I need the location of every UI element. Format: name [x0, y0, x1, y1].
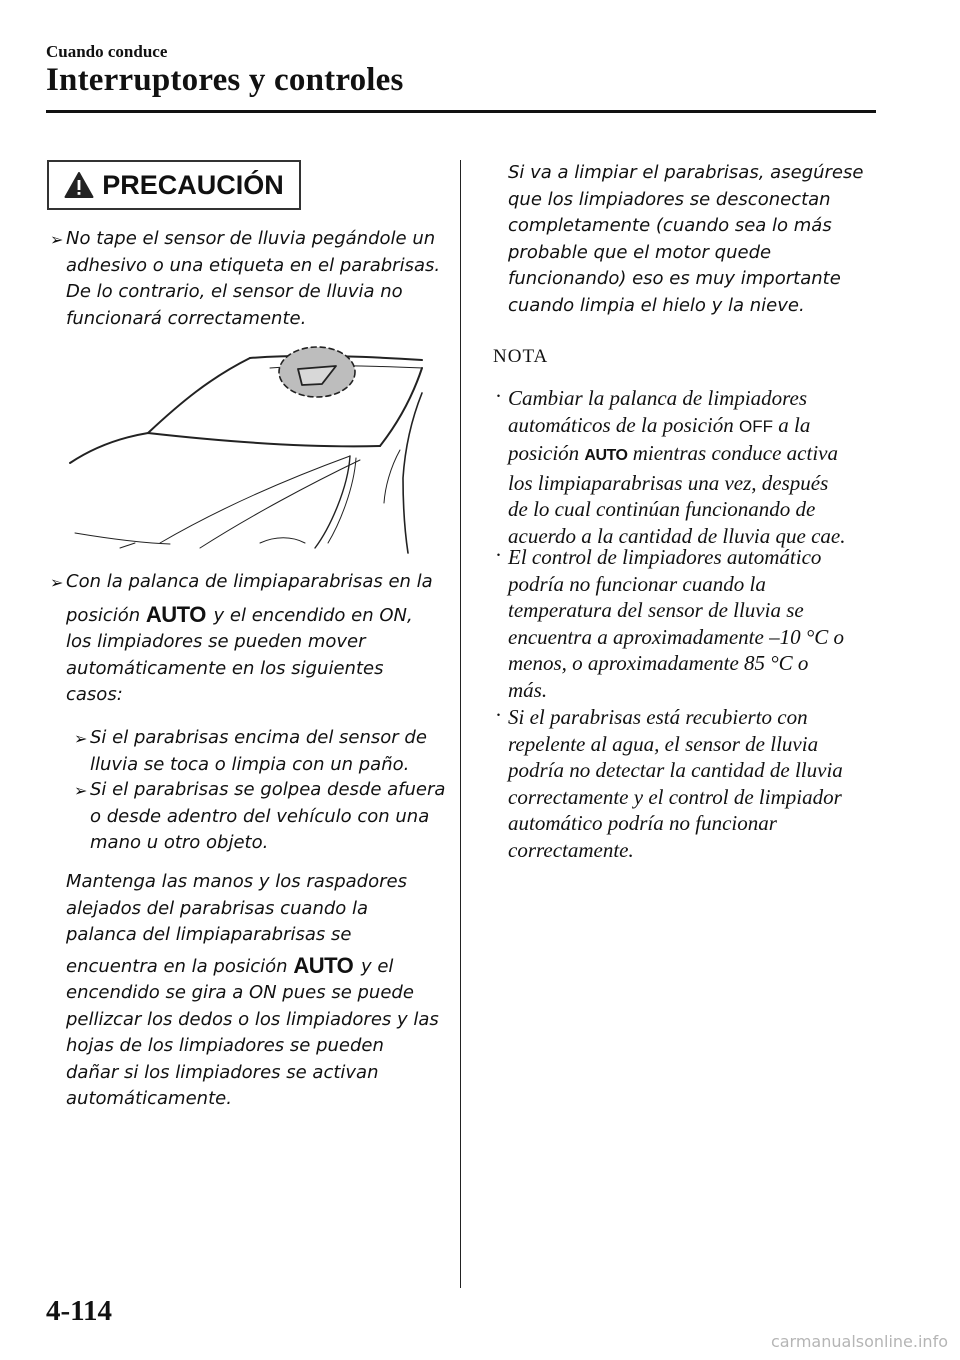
- text-line: correctamente y el control de limpiador: [508, 784, 842, 809]
- text-line: [508, 440, 908, 470]
- text-line: automáticamente.: [66, 1088, 232, 1109]
- text-line: encendido se gira a ON pues se puede: [66, 982, 414, 1003]
- caution-box: [47, 160, 301, 210]
- text-line: podría no detectar la cantidad de lluvia: [508, 758, 843, 782]
- text-fragment: encuentra en la posición: [66, 955, 288, 977]
- text-line: [66, 953, 451, 981]
- caution-paragraph: [66, 869, 451, 1113]
- text-line: Con la palanca de limpiaparabrisas en la: [66, 571, 433, 592]
- text-line: casos:: [66, 684, 123, 705]
- text-line: alejados del parabrisas cuando la: [66, 897, 369, 919]
- nota-heading: NOTA: [493, 346, 549, 367]
- text-line: Mantenga las manos y los raspadores: [66, 871, 407, 892]
- column-divider: [460, 160, 461, 1288]
- text-line: mano u otro objeto.: [90, 832, 269, 853]
- text-line: pellizcar los dedos o los limpiadores y las: [66, 1008, 439, 1030]
- arrow-bullet-icon: ➢: [74, 729, 88, 748]
- dot-bullet-icon: ·: [495, 384, 502, 408]
- text-fragment: y el: [360, 955, 394, 977]
- dot-bullet-icon: ·: [495, 543, 502, 567]
- text-line: Si el parabrisas está recubierto con: [508, 705, 808, 729]
- arrow-bullet-icon: ➢: [74, 781, 88, 800]
- dot-bullet-icon: ·: [495, 703, 502, 727]
- text-line: o desde adentro del vehículo con una: [90, 805, 430, 827]
- text-fragment: automáticos de la posición: [508, 412, 734, 437]
- text-line: más.: [508, 677, 548, 702]
- text-line: los limpiaparabrisas una vez, después: [508, 470, 829, 495]
- text-line: Si el parabrisas se golpea desde afuera: [90, 779, 446, 800]
- text-fragment: a la: [778, 412, 811, 437]
- text-line: temperatura del sensor de lluvia se: [508, 598, 804, 622]
- watermark: carmanualsonline.info: [770, 1332, 948, 1351]
- warning-triangle-icon: [64, 171, 94, 199]
- text-line: funcionando) eso es muy importante: [508, 268, 841, 289]
- text-line: Si va a limpiar el parabrisas, asegúrese: [508, 162, 864, 183]
- text-line: dañar si los limpiadores se activan: [66, 1061, 379, 1083]
- text-line: hojas de los limpiadores se pueden: [66, 1035, 384, 1056]
- text-line: palanca del limpiaparabrisas se: [66, 924, 352, 945]
- text-line: menos, o aproximadamente 85 °C o: [508, 651, 809, 675]
- text-line: probable que el motor quede: [508, 241, 772, 263]
- text-line: los limpiadores se pueden mover: [66, 631, 366, 652]
- text-fragment: posición: [508, 441, 580, 465]
- text-line: Cambiar la palanca de limpiadores: [508, 386, 808, 410]
- text-line: automático podría no funcionar: [508, 811, 777, 835]
- header-rule: [46, 110, 876, 113]
- off-position-label: OFF: [738, 416, 773, 436]
- arrow-bullet-icon: ➢: [50, 230, 64, 249]
- arrow-bullet-icon: ➢: [50, 573, 64, 592]
- text-line: acuerdo a la cantidad de lluvia que cae.: [508, 523, 846, 548]
- auto-position-symbol: AUTO: [293, 952, 354, 978]
- text-fragment: y el encendido en ON,: [213, 604, 413, 626]
- text-line: Si el parabrisas encima del sensor de: [90, 727, 427, 748]
- text-line: adhesivo o una etiqueta en el parabrisas.: [66, 254, 441, 276]
- text-line: automáticamente en los siguientes: [66, 657, 384, 679]
- auto-position-symbol: AUTO: [145, 601, 206, 627]
- text-line: repelente al agua, el sensor de lluvia: [508, 731, 819, 756]
- page-title: Interruptores y controles: [46, 62, 404, 98]
- text-line: encuentra a aproximadamente –10 °C o: [508, 624, 844, 649]
- text-line: No tape el sensor de lluvia pegándole un: [66, 228, 436, 249]
- auto-position-symbol: AUTO: [584, 447, 628, 464]
- text-line: correctamente.: [508, 837, 634, 862]
- section-label: Cuando conduce: [46, 42, 168, 61]
- text-line: [508, 412, 908, 441]
- text-line: podría no funcionar cuando la: [508, 571, 766, 596]
- text-line: lluvia se toca o limpia con un paño.: [90, 753, 410, 775]
- text-line: El control de limpiadores automático: [508, 545, 822, 569]
- text-fragment: mientras conduce activa: [632, 441, 838, 465]
- caution-title: PRECAUCIÓN: [102, 169, 284, 200]
- page-number: 4-114: [46, 1295, 113, 1327]
- windshield-rain-sensor-illustration: [60, 338, 432, 556]
- text-line: funcionará correctamente.: [66, 307, 307, 329]
- text-line: [66, 602, 446, 630]
- text-fragment: posición: [66, 604, 141, 626]
- text-line: que los limpiadores se desconectan: [508, 188, 831, 210]
- text-line: cuando limpia el hielo y la nieve.: [508, 294, 805, 316]
- caution-continuation: [508, 160, 888, 319]
- text-line: completamente (cuando sea lo más: [508, 215, 832, 236]
- text-line: De lo contrario, el sensor de lluvia no: [66, 281, 403, 302]
- text-line: de lo cual continúan funcionando de: [508, 497, 816, 521]
